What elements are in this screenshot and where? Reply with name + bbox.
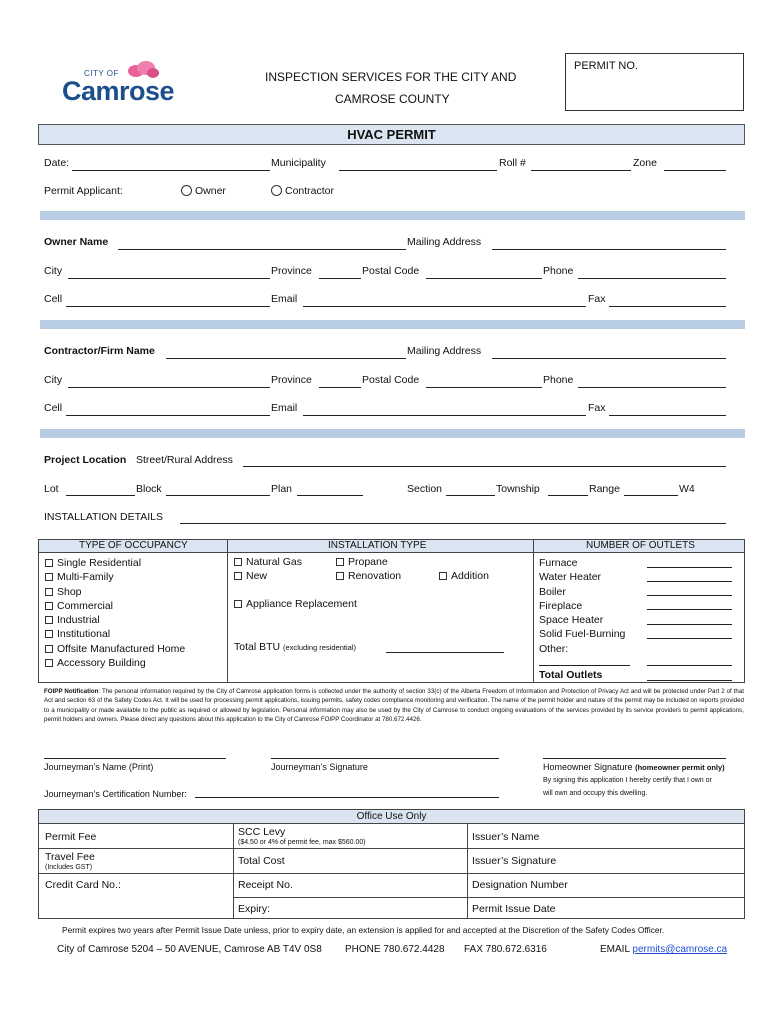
occupancy-option[interactable]: Accessory Building (45, 656, 185, 670)
lot-field[interactable] (66, 495, 135, 496)
contractor-phone-field[interactable] (578, 387, 726, 388)
owner-name-field[interactable] (118, 249, 406, 250)
project-location-label: Project Location (44, 454, 127, 466)
township-field[interactable] (548, 495, 588, 496)
permit-no-label: PERMIT NO. (574, 60, 638, 72)
township-label: Township (496, 483, 540, 495)
contractor-province-label: Province (271, 374, 312, 386)
outlet-item: Other: (539, 642, 569, 655)
contractor-city-label: City (44, 374, 63, 386)
section-divider (40, 320, 745, 329)
block-label: Block (136, 483, 162, 495)
contractor-province-field[interactable] (319, 387, 361, 388)
outlets-title: NUMBER OF OUTLETS (586, 540, 695, 551)
checkbox-icon (45, 616, 53, 624)
addition-option[interactable]: Addition (439, 570, 489, 582)
permit-fee-label: Permit Fee (45, 831, 97, 843)
travel-fee-note: (Includes GST) (45, 864, 93, 871)
new-option[interactable]: New (234, 570, 267, 582)
certify-line-1: By signing this application I hereby certify that I own or (543, 777, 712, 784)
space-heater-count-field[interactable] (647, 624, 732, 625)
header-line2: CAMROSE COUNTY (335, 92, 450, 106)
owner-city-label: City (44, 265, 63, 277)
outlet-item: Fireplace (539, 599, 583, 612)
roll-label: Roll # (499, 157, 526, 169)
contractor-mailing-field[interactable] (492, 358, 726, 359)
install-type-title: INSTALLATION TYPE (328, 540, 427, 551)
designation-label: Designation Number (472, 879, 568, 891)
contractor-name-field[interactable] (166, 358, 406, 359)
checkbox-icon (45, 573, 53, 581)
municipality-label: Municipality (271, 157, 326, 169)
outlet-item: Water Heater (539, 571, 602, 584)
section-field[interactable] (446, 495, 495, 496)
occupancy-option[interactable]: Commercial (45, 599, 185, 613)
contractor-radio-label: Contractor (285, 185, 335, 197)
owner-email-label: Email (271, 293, 298, 305)
radio-icon (271, 185, 282, 196)
fireplace-count-field[interactable] (647, 609, 732, 610)
range-field[interactable] (624, 495, 678, 496)
journeyman-signature-field[interactable] (271, 758, 499, 759)
permit-no-box[interactable] (565, 53, 744, 111)
owner-city-field[interactable] (68, 278, 270, 279)
natural-gas-option[interactable]: Natural Gas (234, 556, 302, 568)
checkbox-icon (439, 572, 447, 580)
zone-field[interactable] (664, 170, 726, 171)
contractor-mailing-label: Mailing Address (407, 345, 482, 357)
contractor-email-field[interactable] (303, 415, 586, 416)
occupancy-option[interactable]: Offsite Manufactured Home (45, 642, 185, 656)
water-heater-count-field[interactable] (647, 581, 732, 582)
owner-email-field[interactable] (303, 306, 586, 307)
roll-field[interactable] (531, 170, 631, 171)
issuers-name-label: Issuer’s Name (472, 831, 540, 843)
checkbox-icon (45, 645, 53, 653)
owner-phone-field[interactable] (578, 278, 726, 279)
owner-fax-label: Fax (588, 293, 606, 305)
credit-card-label: Credit Card No.: (45, 879, 121, 891)
total-outlets-field[interactable] (647, 680, 732, 681)
foipp-text: : The personal information required by the City of Camrose application forms is collected under the authority of section 33(c) of the Alberta Freedom of Information and Protection of Privacy Act and will be protected under Part 2 of that Act and section 63 of the Safety Codes Act. It will be used for processing permit applications, issuing permits, safety codes compliance monitoring and verification. The name of the permit holder and nature of the permit may be included on reports provided to a municipality or made available to the public as required or allowed by legislation. Personal information may also be used by the City of Camrose to conduct ongoing evaluations of the services provided by its service providers to permit applications, permit holders and owners. Please direct any questions about this application to the City of Camrose FOIPP Coordinator at 780.672.4426. (44, 688, 745, 723)
journeyman-name-label: Journeyman’s Name (Print) (44, 762, 154, 772)
occupancy-option[interactable]: Multi-Family (45, 570, 185, 584)
solid-fuel-count-field[interactable] (647, 638, 732, 639)
certify-line-2: will own and occupy this dwelling. (543, 790, 648, 797)
contractor-postal-label: Postal Code (362, 374, 420, 386)
owner-mailing-field[interactable] (492, 249, 726, 250)
footer-fax: FAX 780.672.6316 (464, 944, 547, 955)
date-field[interactable] (72, 170, 270, 171)
plan-label: Plan (271, 483, 293, 495)
footer-phone: PHONE 780.672.4428 (345, 944, 445, 955)
occupancy-option[interactable]: Single Residential (45, 556, 185, 570)
checkbox-icon (45, 602, 53, 610)
owner-name-label: Owner Name (44, 236, 109, 248)
email-link[interactable]: permits@camrose.ca (632, 944, 728, 955)
contractor-cell-label: Cell (44, 402, 63, 414)
travel-fee-label: Travel Fee (45, 851, 95, 863)
date-label: Date: (44, 157, 70, 169)
w4-label: W4 (679, 483, 695, 495)
logo-small: CITY OF (84, 69, 119, 78)
journeyman-signature-label: Journeyman’s Signature (271, 762, 368, 772)
section-divider (40, 429, 745, 438)
homeowner-signature-field[interactable] (543, 758, 726, 759)
total-outlets-label: Total Outlets (539, 669, 603, 681)
section-divider (40, 211, 745, 220)
contractor-radio[interactable] (271, 185, 334, 197)
municipality-field[interactable] (339, 170, 497, 171)
owner-phone-label: Phone (543, 265, 574, 277)
expiry-label: Expiry: (238, 903, 271, 915)
owner-radio[interactable] (181, 185, 226, 197)
installation-table (38, 539, 745, 683)
contractor-city-field[interactable] (68, 387, 270, 388)
checkbox-icon (234, 558, 242, 566)
furnace-count-field[interactable] (647, 567, 732, 568)
checkbox-icon (45, 630, 53, 638)
street-address-label: Street/Rural Address (136, 454, 233, 466)
section-label: Section (407, 483, 443, 495)
camrose-logo (62, 60, 202, 110)
occupancy-option[interactable]: Industrial (45, 613, 185, 627)
footer-email: EMAIL permits@camrose.ca (600, 944, 728, 955)
permit-applicant-label: Permit Applicant: (44, 185, 123, 197)
propane-option[interactable]: Propane (336, 556, 388, 568)
certification-number-label: Journeyman’s Certification Number: (44, 789, 187, 799)
checkbox-icon (336, 558, 344, 566)
outlet-item: Furnace (539, 557, 578, 569)
header-line1: INSPECTION SERVICES FOR THE CITY AND (265, 70, 517, 84)
expiry-notice: Permit expires two years after Permit Issue Date unless, prior to expiry date, an extension is applied for and accepted at the Discretion of the Safety Codes Officer. (62, 925, 665, 935)
outlet-item: Space Heater (539, 614, 604, 627)
checkbox-icon (336, 572, 344, 580)
btu-field[interactable] (386, 652, 504, 653)
foipp-notice (44, 687, 744, 724)
contractor-email-label: Email (271, 402, 298, 414)
owner-radio-label: Owner (195, 185, 226, 197)
receipt-label: Receipt No. (238, 879, 293, 891)
certification-number-field[interactable] (195, 797, 499, 798)
form-title: HVAC PERMIT (38, 124, 745, 145)
journeyman-name-field[interactable] (44, 758, 226, 759)
owner-cell-field[interactable] (66, 306, 270, 307)
contractor-cell-field[interactable] (66, 415, 270, 416)
scc-levy-label: SCC Levy (238, 826, 286, 838)
scc-levy-note: ($4.50 or 4% of permit fee, max $560.00) (238, 839, 366, 846)
owner-mailing-label: Mailing Address (407, 236, 482, 248)
renovation-option[interactable]: Renovation (336, 570, 401, 582)
contractor-phone-label: Phone (543, 374, 574, 386)
footer-address: City of Camrose 5204 – 50 AVENUE, Camrose AB T4V 0S8 (57, 944, 322, 955)
appliance-option[interactable]: Appliance Replacement (234, 598, 357, 610)
occupancy-title: TYPE OF OCCUPANCY (79, 540, 188, 551)
checkbox-icon (234, 572, 242, 580)
lot-label: Lot (44, 483, 59, 495)
owner-postal-field[interactable] (426, 278, 542, 279)
plan-field[interactable] (297, 495, 363, 496)
foipp-label: FOIPP Notification (44, 688, 99, 695)
occupancy-option[interactable]: Institutional (45, 627, 185, 641)
range-label: Range (589, 483, 620, 495)
logo-big: Camrose (62, 76, 175, 106)
zone-label: Zone (633, 157, 657, 169)
owner-cell-label: Cell (44, 293, 63, 305)
checkbox-icon (45, 659, 53, 667)
owner-province-field[interactable] (319, 278, 361, 279)
contractor-fax-field[interactable] (609, 415, 726, 416)
installation-details-field[interactable] (180, 523, 726, 524)
block-field[interactable] (166, 495, 270, 496)
occupancy-option[interactable]: Shop (45, 585, 185, 599)
owner-province-label: Province (271, 265, 312, 277)
checkbox-icon (45, 559, 53, 567)
office-title: Office Use Only (39, 810, 744, 824)
contractor-fax-label: Fax (588, 402, 606, 414)
issuers-signature-label: Issuer’s Signature (472, 855, 557, 867)
owner-postal-label: Postal Code (362, 265, 420, 277)
total-cost-label: Total Cost (238, 855, 285, 867)
homeowner-signature-label: Homeowner Signature (homeowner permit only) (543, 762, 725, 772)
btu-label: Total BTU (excluding residential) (234, 641, 356, 653)
outlet-item: Boiler (539, 585, 566, 598)
office-use-table (38, 809, 745, 919)
owner-fax-field[interactable] (609, 306, 726, 307)
issue-date-label: Permit Issue Date (472, 903, 556, 915)
checkbox-icon (45, 588, 53, 596)
radio-icon (181, 185, 192, 196)
contractor-name-label: Contractor/Firm Name (44, 345, 155, 357)
contractor-postal-field[interactable] (426, 387, 542, 388)
street-address-field[interactable] (243, 466, 726, 467)
boiler-count-field[interactable] (647, 595, 732, 596)
other-name-field[interactable] (539, 665, 630, 666)
outlet-item: Solid Fuel-Burning (539, 628, 626, 641)
installation-details-label: INSTALLATION DETAILS (44, 511, 164, 523)
other-count-field[interactable] (647, 665, 732, 666)
checkbox-icon (234, 600, 242, 608)
